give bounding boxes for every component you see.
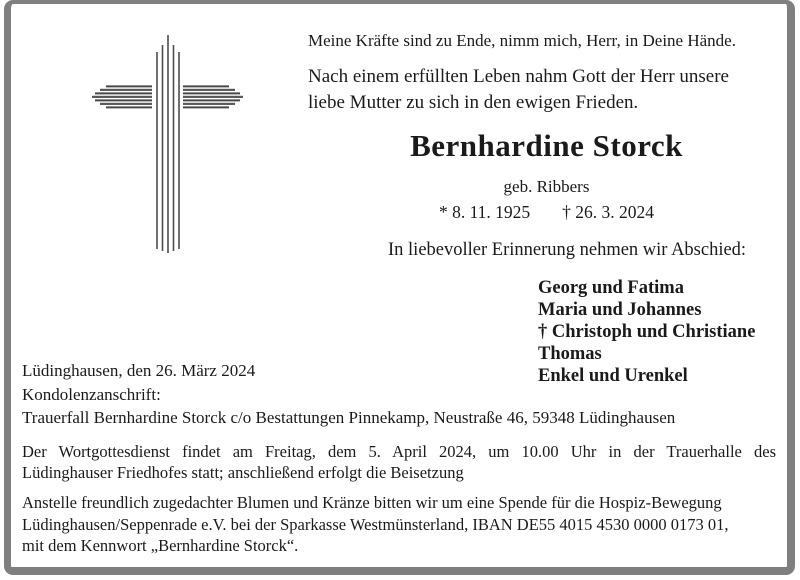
mourner-entry: Maria und Johannes [538, 300, 702, 320]
memorial-cross-icon [88, 30, 248, 258]
service-paragraph [22, 442, 776, 483]
deceased-name: Bernhardine Storck [410, 128, 683, 163]
mourner-entry: † Christoph und Christiane [538, 322, 756, 342]
donation-line-2: Lüdinghausen/Seppenrade e.V. bei der Sparkasse Westmünsterland, IBAN DE55 4015 4530 0000 0173 01, [22, 514, 729, 534]
farewell-line: In liebevoller Erinnerung nehmen wir Abschied: [388, 240, 747, 260]
mourner-entry: Georg und Fatima [538, 278, 684, 298]
donation-paragraph [22, 492, 776, 557]
donation-line-1: Anstelle freundlich zugedachter Blumen und Kränze bitten wir um eine Spende für die Hospiz-Bewegung [22, 493, 722, 512]
service-line-2: Lüdinghauser Friedhofes statt; anschließend erfolgt die Beisetzung [22, 462, 464, 482]
intro-line-1: Nach einem erfüllten Leben nahm Gott der Herr unsere [308, 66, 729, 87]
place-and-date: Lüdinghausen, den 26. März 2024 [22, 361, 256, 380]
mourner-entry: Enkel und Urenkel [538, 366, 688, 386]
mourner-entry: Thomas [538, 344, 602, 364]
life-dates [308, 202, 785, 223]
intro-paragraph [308, 64, 729, 116]
maiden-name: geb. Ribbers [503, 177, 590, 196]
condolence-label: Kondolenzanschrift: [22, 385, 161, 404]
birth-date: * 8. 11. 1925 [438, 202, 531, 222]
condolence-address: Trauerfall Bernhardine Storck c/o Bestattungen Pinnekamp, Neustraße 46, 59348 Lüdinghausen [22, 408, 676, 427]
service-line-1: Der Wortgottesdienst findet am Freitag, dem 5. April 2024, um 10.00 Uhr in der Trauerhalle des [22, 442, 776, 461]
donation-line-3: mit dem Kennwort „Bernhardine Storck“. [22, 536, 299, 555]
death-date: † 26. 3. 2024 [562, 202, 655, 222]
intro-line-2: liebe Mutter zu sich in den ewigen Frieden. [308, 92, 639, 113]
mourners-list [538, 277, 755, 387]
opening-quote: Meine Kräfte sind zu Ende, nimm mich, Herr, in Deine Hände. [308, 31, 736, 50]
